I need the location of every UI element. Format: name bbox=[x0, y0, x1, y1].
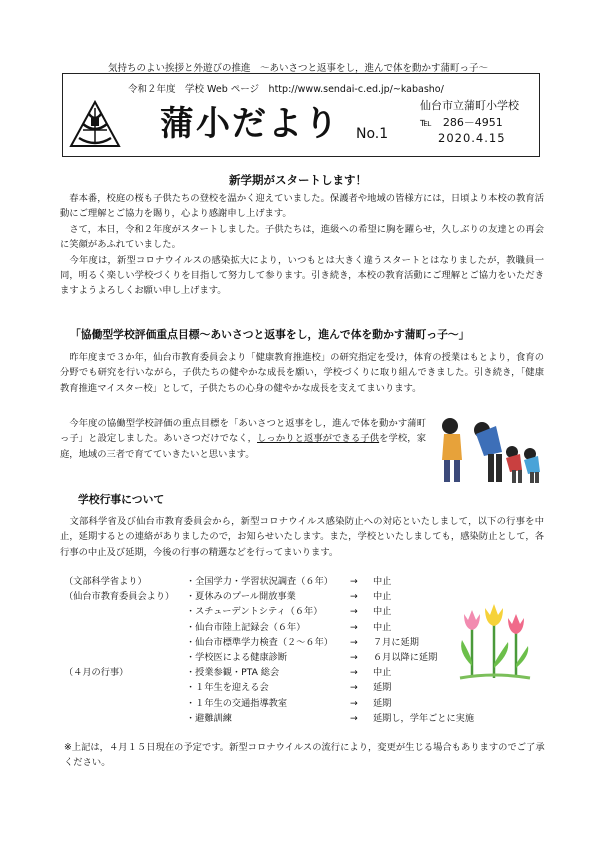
tulips-illustration bbox=[452, 596, 536, 686]
event-category: （文部科学省より） bbox=[64, 576, 147, 587]
header-subheading: 令和２年度 学校 Web ページ http://www.sendai-c.ed.jp/~kabasho/ bbox=[128, 84, 444, 95]
arrow-icon: → bbox=[350, 682, 358, 694]
newsletter-title: 蒲小だより bbox=[160, 104, 340, 144]
section1-title: 新学期がスタートします！ bbox=[229, 173, 367, 187]
section2-title: 「協働型学校評価重点目標～あいさつと返事をし，進んで体を動かす蒲町っ子～」 bbox=[70, 328, 470, 341]
section3-paragraph: 文部科学省及び仙台市教育委員会から，新型コロナウイルス感染防止への対応といたしまして，以下の行事を中止，延期するとの連絡がありましたので，お知らせいたします。また，学校といたしましても，感染防止として，各行事の中止及び延期，今後の行事の精選などを行ってまいります。 bbox=[60, 516, 544, 558]
section3-title: 学校行事について bbox=[78, 493, 165, 506]
arrow-icon: → bbox=[350, 697, 358, 709]
arrow-icon: → bbox=[350, 667, 358, 679]
event-result: 中止 bbox=[373, 621, 392, 633]
section1-body bbox=[60, 191, 544, 299]
arrow-icon: → bbox=[350, 591, 358, 603]
slogan: 気持ちのよい挨拶と外遊びの推進 ～あいさつと返事をし，進んで体を動かす蒲町っ子～ bbox=[107, 63, 488, 74]
event-result: 延期 bbox=[373, 682, 392, 694]
event-item: ・スチューデントシティ（６年） bbox=[186, 606, 323, 618]
event-item: ・１年生を迎える会 bbox=[186, 682, 269, 694]
arrow-icon: → bbox=[350, 606, 358, 618]
section1-paragraph: 春本番，校庭の桜も子供たちの登校を温かく迎えていました。保護者や地域の皆様方には，日頃より本校の教育活動にご理解とご協力を賜り，心より感謝申し上げます。 bbox=[60, 193, 544, 220]
event-item: ・全国学力・学習状況調査（６年） bbox=[186, 576, 333, 587]
school-name: 仙台市立蒲町小学校 bbox=[420, 99, 519, 112]
event-item: ・避難訓練 bbox=[186, 712, 232, 724]
event-category: （４月の行事） bbox=[64, 667, 129, 679]
arrow-icon: → bbox=[350, 576, 358, 587]
event-item: ・授業参観・PTA 総会 bbox=[186, 667, 280, 679]
arrow-icon: → bbox=[350, 651, 358, 663]
arrow-icon: → bbox=[350, 712, 358, 724]
arrow-icon: → bbox=[350, 621, 358, 633]
event-result: 中止 bbox=[373, 606, 392, 618]
event-result: 延期 bbox=[373, 697, 392, 709]
event-result: 中止 bbox=[373, 576, 392, 587]
event-result: ７月に延期 bbox=[373, 636, 419, 648]
section2-underlined-text: しっかりと返事ができる子供 bbox=[257, 433, 380, 445]
school-emblem-icon bbox=[69, 100, 121, 148]
event-item: ・学校医による健康診断 bbox=[186, 651, 288, 663]
section2-text: 今年度の協働型学校評価の重点目標を「あいさつと返事をし，進んで体を動かす蒲町っ子」と設定しました。あいさつだけでなく， bbox=[60, 418, 426, 445]
event-item: ・１年生の交通指導教室 bbox=[186, 697, 288, 709]
section2-paragraph2 bbox=[60, 416, 426, 462]
event-item: ・仙台市陸上記録会（６年） bbox=[186, 621, 306, 633]
section2-paragraph1: 昨年度まで３か年，仙台市教育委員会より「健康教育推進校」の研究指定を受け，体育の授業はもとより，食育の分野でも研究を行いながら，子供たちの健やかな成長を願い，学校づくりに取り組んできました。引き続き，「健康教育推進マイスター校」として，子供たちの心身の健やかな成長を支えてまいります。 bbox=[60, 352, 544, 394]
issue-number: No.1 bbox=[356, 126, 389, 142]
section1-paragraph: さて，本日，令和２年度がスタートしました。子供たちは，進級への希望に胸を躍らせ，久しぶりの友達との再会に笑顔があふれていました。 bbox=[60, 223, 544, 251]
event-result: 中止 bbox=[373, 667, 392, 679]
event-result: ６月以降に延期 bbox=[373, 651, 438, 663]
event-item: ・夏休みのプール開放事業 bbox=[186, 591, 296, 603]
event-category: （仙台市教育委員会より） bbox=[64, 591, 175, 603]
section2-text: を学校，家庭，地域の三者で育てていきたいと思います。 bbox=[60, 433, 426, 460]
event-result: 中止 bbox=[373, 591, 392, 603]
arrow-icon: → bbox=[350, 636, 358, 648]
issue-date: 2020.4.15 bbox=[438, 131, 506, 145]
school-tel: ℡ 286－4951 bbox=[420, 116, 503, 129]
family-bowing-illustration bbox=[432, 408, 542, 488]
footnote: ※上記は，４月１５日現在の予定です。新型コロナウイルスの流行により，変更が生じる場合もありますのでご了承ください。 bbox=[64, 742, 545, 768]
event-item: ・仙台市標準学力検査（２～６年） bbox=[186, 636, 333, 648]
event-result: 延期し，学年ごとに実施 bbox=[373, 712, 475, 724]
section1-paragraph: 今年度は，新型コロナウイルスの感染拡大により，いつもとは大きく違うスタートとはなりましたが，教職員一同，明るく楽しい学校づくりを目指して努力して参ります。引き続き，本校の教育活動にご理解とご協力をいただきますようよろしくお願い申し上げます。 bbox=[60, 254, 544, 297]
